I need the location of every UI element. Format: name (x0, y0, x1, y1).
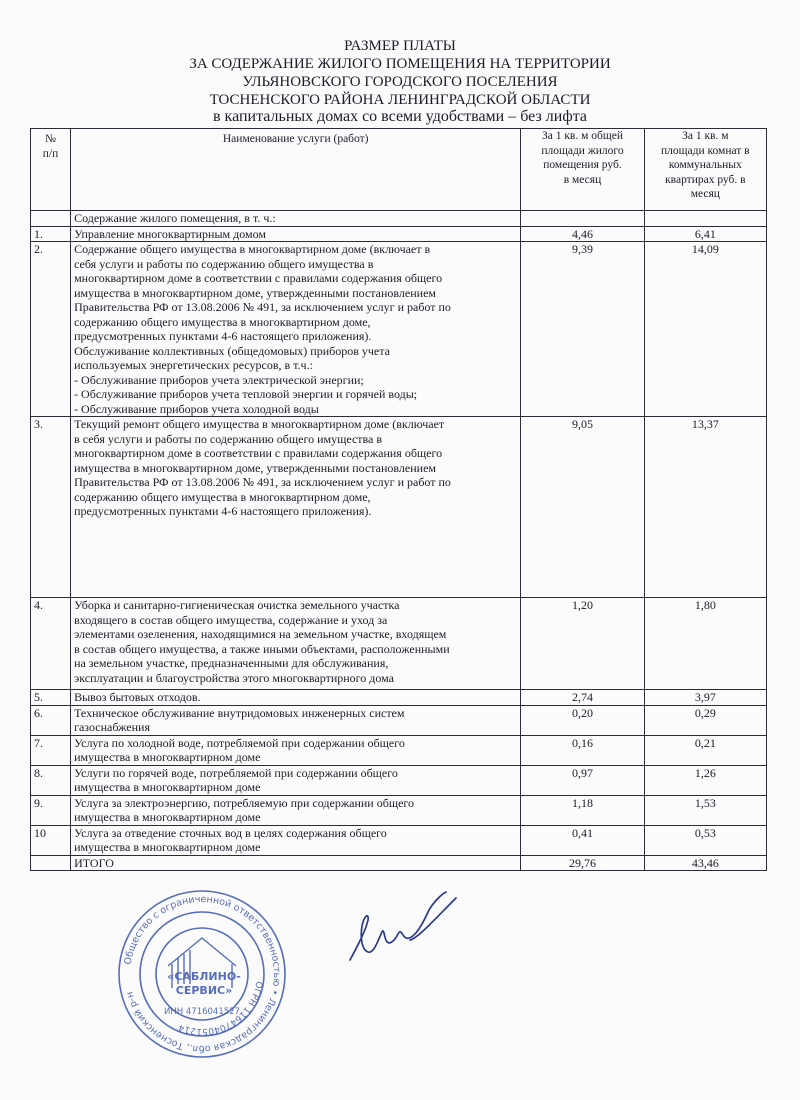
price-per-communal-area: 14,09 (644, 242, 766, 417)
price-per-communal-area: 0,53 (644, 825, 766, 855)
document-title-line-1: РАЗМЕР ПЛАТЫ (344, 38, 456, 54)
table-row (31, 598, 767, 690)
service-name-line: Управление многоквартирным домом (74, 226, 266, 241)
header-number (31, 129, 71, 211)
service-name (71, 735, 521, 765)
row-number: 4. (31, 598, 71, 690)
service-name-line: Услуга за отведение сточных вод в целях содержания общего (74, 825, 387, 840)
section-label: Содержание жилого помещения, в т. ч.: (71, 211, 521, 227)
service-name-line: имущества в многоквартирном доме (74, 750, 261, 764)
service-name (71, 417, 521, 598)
service-name-line: имущества в многоквартирном доме, утвержденными постановлением (74, 460, 436, 475)
price-per-living-area: 1,18 (521, 795, 644, 825)
price-per-communal-area: 1,53 (644, 795, 766, 825)
service-name-line: Техническое обслуживание внутридомовых инженерных систем (74, 705, 405, 720)
section-row (31, 211, 767, 227)
service-name-line: Услуги по горячей воде, потребляемой при содержании общего (74, 765, 398, 780)
table-row (31, 765, 767, 795)
service-name-line: многоквартирном доме в соответствии с правилами содержания общего (74, 271, 443, 285)
service-name-line: Услуга по холодной воде, потребляемой при содержании общего (74, 735, 405, 750)
header-number-line: п/п (42, 147, 59, 160)
service-name-line: входящего в состав общего имущества, содержание и уход за (74, 612, 388, 627)
price-per-communal-area: 0,29 (644, 705, 766, 735)
table-header-row (31, 129, 767, 211)
total-per-communal-area: 43,46 (644, 855, 766, 871)
header-line: в месяц (563, 173, 602, 186)
price-per-living-area: 1,20 (521, 598, 644, 690)
header-line: За 1 кв. м общей (541, 130, 623, 142)
service-name-line: Текущий ремонт общего имущества в многоквартирном доме (включает (74, 417, 445, 431)
price-per-communal-area: 6,41 (644, 226, 766, 242)
header-line: площади комнат в (661, 144, 750, 157)
header-line: месяц (690, 188, 720, 200)
service-name (71, 825, 521, 855)
service-name-line: Услуга за электроэнергию, потребляемую при содержании общего (74, 795, 415, 810)
document-title-line-3: УЛЬЯНОВСКОГО ГОРОДСКОГО ПОСЕЛЕНИЯ (242, 74, 558, 90)
service-name-line: используемых энергетических ресурсов, в т.ч.: (74, 358, 313, 372)
service-name-line: многоквартирном доме в соответствии с правилами содержания общего (74, 446, 443, 460)
row-number: 2. (31, 242, 71, 417)
stamp-outer-text: Общество с ограниченной ответственностью • Ленинградская обл., Тосненский р-н (122, 893, 283, 1055)
service-name-line: - Обслуживание приборов учета тепловой энергии и горячей воды; (74, 387, 418, 401)
header-line: За 1 кв. м (682, 130, 729, 142)
table-row (31, 735, 767, 765)
stamp-name-line1: «САБЛИНО- (167, 970, 241, 983)
document-title-line-4: ТОСНЕНСКОГО РАЙОНА ЛЕНИНГРАДСКОЙ ОБЛАСТИ (209, 92, 591, 108)
service-name-line: Вывоз бытовых отходов. (74, 690, 201, 704)
total-row (31, 855, 767, 871)
service-name-line: предусмотренных пунктами 4-6 настоящего приложения). (74, 329, 372, 343)
service-name (71, 765, 521, 795)
total-label: ИТОГО (71, 855, 521, 871)
price-per-communal-area: 0,21 (644, 735, 766, 765)
header-line: коммунальных (668, 159, 742, 171)
service-name-line: Правительства РФ от 13.08.2006 № 491, за исключением услуг и работ по (74, 300, 451, 314)
service-name-line: газоснабжения (74, 720, 150, 734)
price-per-communal-area: 13,37 (644, 417, 766, 598)
service-name (71, 705, 521, 735)
tariff-table (30, 128, 767, 871)
price-per-living-area: 0,41 (521, 825, 644, 855)
price-per-living-area: 2,74 (521, 690, 644, 706)
service-name-line: эксплуатации и благоустройства этого многоквартирного дома (74, 670, 395, 685)
header-line: помещения руб. (543, 159, 622, 171)
service-name-line: имущества в многоквартирном доме (74, 810, 261, 824)
service-name (71, 795, 521, 825)
table-row (31, 690, 767, 706)
service-name-line: Правительства РФ от 13.08.2006 № 491, за исключением услуг и работ по (74, 475, 451, 489)
total-per-living-area: 29,76 (521, 855, 644, 871)
header-per-communal-area (644, 129, 766, 211)
price-per-living-area: 9,39 (521, 242, 644, 417)
company-stamp (112, 888, 292, 1060)
service-name-line: элементами озеленения, находящимися на земельном участке, входящем (74, 627, 447, 641)
document-subtitle: в капитальных домах со всеми удобствами – без лифта (213, 108, 587, 125)
price-per-communal-area: 1,80 (644, 598, 766, 690)
service-name-line: - Обслуживание приборов учета электрической энергии; (74, 372, 364, 387)
row-number: 5. (31, 690, 71, 706)
price-per-living-area: 0,16 (521, 735, 644, 765)
service-name-line: на земельном участке, предназначенными для обслуживания, (74, 656, 389, 670)
row-number: 8. (31, 765, 71, 795)
service-name-line: содержанию общего имущества в многоквартирном доме, (74, 314, 371, 329)
header-line: площади жилого (541, 144, 624, 157)
row-number: 9. (31, 795, 71, 825)
table-row (31, 705, 767, 735)
service-name-line: имущества в многоквартирном доме (74, 780, 261, 794)
document-title-line-2: ЗА СОДЕРЖАНИЕ ЖИЛОГО ПОМЕЩЕНИЯ НА ТЕРРИТОРИИ (189, 56, 611, 72)
stamp-name-line2: СЕРВИС» (175, 984, 233, 997)
total-number (31, 855, 71, 871)
price-per-communal-area: 3,97 (644, 690, 766, 706)
table-row (31, 417, 767, 598)
row-number: 1. (31, 226, 71, 242)
price-per-living-area: 0,20 (521, 705, 644, 735)
service-name-line: Уборка и санитарно-гигиеническая очистка земельного участка (74, 598, 400, 612)
signature (338, 890, 478, 970)
service-name-line: Обслуживание коллективных (общедомовых) приборов учета (74, 343, 390, 358)
service-name-line: имущества в многоквартирном доме (74, 840, 261, 854)
service-name-line: Содержание общего имущества в многоквартирном доме (включает в (74, 242, 431, 256)
stamp-inn: ИНН 4716041527 (164, 1007, 240, 1017)
header-service-name: Наименование услуги (работ) (71, 129, 521, 211)
service-name (71, 226, 521, 242)
service-name-line: имущества в многоквартирном доме, утвержденными постановлением (74, 285, 436, 300)
row-number: 6. (31, 705, 71, 735)
service-name-line: - Обслуживание приборов учета холодной воды (74, 401, 319, 416)
price-per-living-area: 9,05 (521, 417, 644, 598)
table-row (31, 795, 767, 825)
header-line: квартирах руб. в (665, 173, 746, 186)
price-per-communal-area: 1,26 (644, 765, 766, 795)
service-name-line: себя услуги и работы по содержанию общего имущества в (74, 256, 374, 271)
service-name-line: содержанию общего имущества в многоквартирном доме, (74, 489, 371, 504)
row-number: 7. (31, 735, 71, 765)
service-name-line: предусмотренных пунктами 4-6 настоящего приложения). (74, 504, 372, 518)
header-number-line: № (45, 133, 57, 145)
service-name-line: в состав общего имущества, а также иными объектами, расположенными (74, 641, 450, 656)
service-name (71, 242, 521, 417)
price-per-living-area: 0,97 (521, 765, 644, 795)
price-per-living-area: 4,46 (521, 226, 644, 242)
service-name-line: в себя услуги и работы по содержанию общего имущества в (74, 431, 383, 446)
service-name (71, 598, 521, 690)
row-number: 3. (31, 417, 71, 598)
table-row (31, 825, 767, 855)
table-row (31, 242, 767, 417)
service-name (71, 690, 521, 706)
header-per-living-area (521, 129, 644, 211)
table-row (31, 226, 767, 242)
stamp-inner-ring-text: ОГРН 1164704051214 (177, 980, 264, 1037)
row-number: 10 (31, 825, 71, 855)
